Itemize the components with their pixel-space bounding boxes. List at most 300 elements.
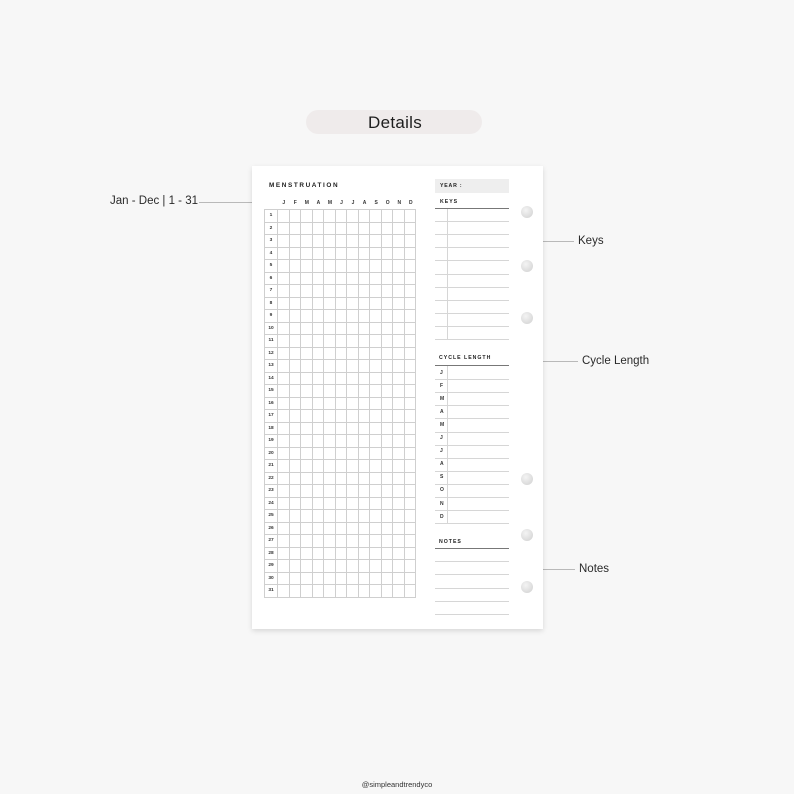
tracker-cell[interactable] xyxy=(324,572,336,585)
tracker-cell[interactable] xyxy=(381,572,393,585)
tracker-cell[interactable] xyxy=(301,360,313,373)
tracker-cell[interactable] xyxy=(312,435,324,448)
tracker-cell[interactable] xyxy=(278,510,290,523)
tracker-cell[interactable] xyxy=(312,260,324,273)
tracker-cell[interactable] xyxy=(324,260,336,273)
tracker-cell[interactable] xyxy=(278,222,290,235)
tracker-cell[interactable] xyxy=(393,360,405,373)
tracker-cell[interactable] xyxy=(301,497,313,510)
tracker-cell[interactable] xyxy=(301,485,313,498)
tracker-cell[interactable] xyxy=(335,222,347,235)
tracker-cell[interactable] xyxy=(404,285,416,298)
tracker-cell[interactable] xyxy=(393,372,405,385)
tracker-cell[interactable] xyxy=(358,285,370,298)
tracker-cell[interactable] xyxy=(381,510,393,523)
tracker-cell[interactable] xyxy=(358,247,370,260)
tracker-cell[interactable] xyxy=(301,585,313,598)
tracker-cell[interactable] xyxy=(370,322,382,335)
tracker-cell[interactable] xyxy=(278,535,290,548)
tracker-cell[interactable] xyxy=(347,410,359,423)
tracker-cell[interactable] xyxy=(289,297,301,310)
tracker-cell[interactable] xyxy=(301,272,313,285)
tracker-cell[interactable] xyxy=(370,497,382,510)
tracker-cell[interactable] xyxy=(312,210,324,223)
tracker-cell[interactable] xyxy=(312,560,324,573)
tracker-cell[interactable] xyxy=(404,235,416,248)
tracker-cell[interactable] xyxy=(335,560,347,573)
tracker-cell[interactable] xyxy=(289,260,301,273)
tracker-cell[interactable] xyxy=(335,547,347,560)
tracker-cell[interactable] xyxy=(381,560,393,573)
tracker-cell[interactable] xyxy=(278,372,290,385)
tracker-cell[interactable] xyxy=(393,285,405,298)
tracker-cell[interactable] xyxy=(381,585,393,598)
tracker-cell[interactable] xyxy=(289,322,301,335)
tracker-cell[interactable] xyxy=(278,260,290,273)
tracker-cell[interactable] xyxy=(381,272,393,285)
tracker-cell[interactable] xyxy=(370,460,382,473)
tracker-cell[interactable] xyxy=(312,410,324,423)
tracker-cell[interactable] xyxy=(335,310,347,323)
tracker-cell[interactable] xyxy=(278,335,290,348)
tracker-cell[interactable] xyxy=(358,335,370,348)
tracker-cell[interactable] xyxy=(312,272,324,285)
tracker-cell[interactable] xyxy=(381,472,393,485)
tracker-cell[interactable] xyxy=(393,385,405,398)
tracker-cell[interactable] xyxy=(301,372,313,385)
tracker-cell[interactable] xyxy=(347,460,359,473)
tracker-cell[interactable] xyxy=(347,347,359,360)
tracker-cell[interactable] xyxy=(324,297,336,310)
tracker-cell[interactable] xyxy=(289,222,301,235)
tracker-cell[interactable] xyxy=(370,210,382,223)
tracker-cell[interactable] xyxy=(370,272,382,285)
tracker-cell[interactable] xyxy=(347,222,359,235)
tracker-cell[interactable] xyxy=(404,397,416,410)
tracker-cell[interactable] xyxy=(324,510,336,523)
tracker-cell[interactable] xyxy=(278,485,290,498)
tracker-cell[interactable] xyxy=(301,572,313,585)
tracker-cell[interactable] xyxy=(404,297,416,310)
tracker-cell[interactable] xyxy=(404,247,416,260)
tracker-cell[interactable] xyxy=(358,485,370,498)
tracker-cell[interactable] xyxy=(324,447,336,460)
tracker-cell[interactable] xyxy=(404,510,416,523)
tracker-cell[interactable] xyxy=(289,510,301,523)
tracker-cell[interactable] xyxy=(393,460,405,473)
tracker-cell[interactable] xyxy=(324,522,336,535)
tracker-cell[interactable] xyxy=(358,410,370,423)
tracker-cell[interactable] xyxy=(324,560,336,573)
tracker-cell[interactable] xyxy=(393,585,405,598)
tracker-cell[interactable] xyxy=(393,560,405,573)
tracker-cell[interactable] xyxy=(324,410,336,423)
tracker-cell[interactable] xyxy=(393,510,405,523)
tracker-cell[interactable] xyxy=(381,210,393,223)
tracker-cell[interactable] xyxy=(289,497,301,510)
tracker-cell[interactable] xyxy=(324,310,336,323)
tracker-cell[interactable] xyxy=(370,222,382,235)
tracker-cell[interactable] xyxy=(370,522,382,535)
tracker-cell[interactable] xyxy=(358,547,370,560)
tracker-cell[interactable] xyxy=(381,372,393,385)
tracker-cell[interactable] xyxy=(335,335,347,348)
tracker-cell[interactable] xyxy=(278,410,290,423)
tracker-cell[interactable] xyxy=(312,572,324,585)
tracker-cell[interactable] xyxy=(347,385,359,398)
tracker-cell[interactable] xyxy=(289,335,301,348)
tracker-cell[interactable] xyxy=(324,272,336,285)
tracker-cell[interactable] xyxy=(335,447,347,460)
tracker-cell[interactable] xyxy=(289,547,301,560)
tracker-cell[interactable] xyxy=(324,485,336,498)
tracker-cell[interactable] xyxy=(278,210,290,223)
tracker-cell[interactable] xyxy=(347,285,359,298)
tracker-cell[interactable] xyxy=(324,235,336,248)
tracker-cell[interactable] xyxy=(312,297,324,310)
tracker-cell[interactable] xyxy=(393,247,405,260)
tracker-cell[interactable] xyxy=(278,347,290,360)
tracker-cell[interactable] xyxy=(301,260,313,273)
tracker-cell[interactable] xyxy=(358,235,370,248)
tracker-cell[interactable] xyxy=(312,322,324,335)
tracker-cell[interactable] xyxy=(404,547,416,560)
tracker-cell[interactable] xyxy=(347,322,359,335)
tracker-cell[interactable] xyxy=(358,522,370,535)
tracker-cell[interactable] xyxy=(370,447,382,460)
tracker-cell[interactable] xyxy=(312,360,324,373)
tracker-cell[interactable] xyxy=(358,460,370,473)
tracker-cell[interactable] xyxy=(312,460,324,473)
tracker-cell[interactable] xyxy=(358,385,370,398)
tracker-cell[interactable] xyxy=(278,497,290,510)
tracker-cell[interactable] xyxy=(278,572,290,585)
tracker-cell[interactable] xyxy=(381,547,393,560)
tracker-cell[interactable] xyxy=(393,522,405,535)
tracker-cell[interactable] xyxy=(335,297,347,310)
tracker-cell[interactable] xyxy=(370,385,382,398)
tracker-cell[interactable] xyxy=(278,585,290,598)
tracker-cell[interactable] xyxy=(358,322,370,335)
tracker-cell[interactable] xyxy=(393,397,405,410)
tracker-cell[interactable] xyxy=(289,435,301,448)
tracker-cell[interactable] xyxy=(370,285,382,298)
tracker-cell[interactable] xyxy=(301,322,313,335)
tracker-cell[interactable] xyxy=(324,472,336,485)
tracker-cell[interactable] xyxy=(301,285,313,298)
tracker-cell[interactable] xyxy=(381,497,393,510)
tracker-cell[interactable] xyxy=(335,535,347,548)
tracker-cell[interactable] xyxy=(312,497,324,510)
tracker-cell[interactable] xyxy=(381,435,393,448)
tracker-cell[interactable] xyxy=(312,247,324,260)
tracker-cell[interactable] xyxy=(347,360,359,373)
tracker-cell[interactable] xyxy=(347,397,359,410)
tracker-cell[interactable] xyxy=(324,360,336,373)
tracker-cell[interactable] xyxy=(370,247,382,260)
tracker-cell[interactable] xyxy=(393,310,405,323)
tracker-cell[interactable] xyxy=(324,247,336,260)
tracker-cell[interactable] xyxy=(301,535,313,548)
tracker-cell[interactable] xyxy=(370,535,382,548)
tracker-cell[interactable] xyxy=(278,297,290,310)
tracker-cell[interactable] xyxy=(312,222,324,235)
tracker-cell[interactable] xyxy=(289,585,301,598)
tracker-cell[interactable] xyxy=(381,410,393,423)
tracker-cell[interactable] xyxy=(289,310,301,323)
tracker-cell[interactable] xyxy=(404,272,416,285)
tracker-cell[interactable] xyxy=(381,322,393,335)
tracker-cell[interactable] xyxy=(301,435,313,448)
tracker-cell[interactable] xyxy=(324,285,336,298)
tracker-cell[interactable] xyxy=(324,347,336,360)
tracker-cell[interactable] xyxy=(381,297,393,310)
tracker-cell[interactable] xyxy=(312,397,324,410)
tracker-cell[interactable] xyxy=(278,285,290,298)
tracker-cell[interactable] xyxy=(358,435,370,448)
tracker-cell[interactable] xyxy=(324,210,336,223)
tracker-cell[interactable] xyxy=(278,385,290,398)
tracker-cell[interactable] xyxy=(393,535,405,548)
tracker-cell[interactable] xyxy=(370,585,382,598)
tracker-cell[interactable] xyxy=(370,260,382,273)
tracker-cell[interactable] xyxy=(404,472,416,485)
tracker-cell[interactable] xyxy=(347,260,359,273)
tracker-cell[interactable] xyxy=(301,210,313,223)
tracker-cell[interactable] xyxy=(358,297,370,310)
tracker-cell[interactable] xyxy=(370,235,382,248)
tracker-cell[interactable] xyxy=(335,272,347,285)
tracker-cell[interactable] xyxy=(278,322,290,335)
tracker-cell[interactable] xyxy=(324,422,336,435)
tracker-cell[interactable] xyxy=(335,247,347,260)
tracker-cell[interactable] xyxy=(393,335,405,348)
tracker-cell[interactable] xyxy=(370,560,382,573)
tracker-cell[interactable] xyxy=(324,385,336,398)
tracker-cell[interactable] xyxy=(358,560,370,573)
tracker-cell[interactable] xyxy=(335,460,347,473)
tracker-cell[interactable] xyxy=(381,360,393,373)
tracker-cell[interactable] xyxy=(312,522,324,535)
tracker-cell[interactable] xyxy=(347,272,359,285)
tracker-cell[interactable] xyxy=(381,535,393,548)
tracker-cell[interactable] xyxy=(301,347,313,360)
tracker-cell[interactable] xyxy=(404,422,416,435)
tracker-cell[interactable] xyxy=(278,460,290,473)
tracker-cell[interactable] xyxy=(381,422,393,435)
tracker-cell[interactable] xyxy=(370,397,382,410)
tracker-cell[interactable] xyxy=(301,310,313,323)
tracker-cell[interactable] xyxy=(301,422,313,435)
tracker-cell[interactable] xyxy=(289,385,301,398)
tracker-cell[interactable] xyxy=(404,222,416,235)
tracker-cell[interactable] xyxy=(301,560,313,573)
tracker-cell[interactable] xyxy=(358,260,370,273)
tracker-cell[interactable] xyxy=(358,572,370,585)
tracker-cell[interactable] xyxy=(358,372,370,385)
tracker-cell[interactable] xyxy=(393,485,405,498)
tracker-cell[interactable] xyxy=(381,347,393,360)
tracker-cell[interactable] xyxy=(289,372,301,385)
tracker-cell[interactable] xyxy=(289,422,301,435)
tracker-cell[interactable] xyxy=(278,422,290,435)
tracker-cell[interactable] xyxy=(289,460,301,473)
tracker-cell[interactable] xyxy=(312,385,324,398)
tracker-cell[interactable] xyxy=(278,272,290,285)
tracker-cell[interactable] xyxy=(335,497,347,510)
tracker-cell[interactable] xyxy=(289,347,301,360)
tracker-cell[interactable] xyxy=(301,247,313,260)
tracker-cell[interactable] xyxy=(358,397,370,410)
tracker-cell[interactable] xyxy=(393,260,405,273)
tracker-cell[interactable] xyxy=(301,460,313,473)
tracker-cell[interactable] xyxy=(358,310,370,323)
tracker-cell[interactable] xyxy=(289,272,301,285)
tracker-cell[interactable] xyxy=(278,547,290,560)
tracker-cell[interactable] xyxy=(347,210,359,223)
tracker-cell[interactable] xyxy=(358,210,370,223)
tracker-cell[interactable] xyxy=(381,397,393,410)
tracker-cell[interactable] xyxy=(404,497,416,510)
tracker-cell[interactable] xyxy=(324,372,336,385)
tracker-cell[interactable] xyxy=(393,472,405,485)
tracker-cell[interactable] xyxy=(404,310,416,323)
tracker-cell[interactable] xyxy=(278,360,290,373)
tracker-cell[interactable] xyxy=(335,372,347,385)
tracker-cell[interactable] xyxy=(370,547,382,560)
tracker-cell[interactable] xyxy=(347,485,359,498)
tracker-cell[interactable] xyxy=(381,485,393,498)
tracker-cell[interactable] xyxy=(404,210,416,223)
tracker-cell[interactable] xyxy=(370,310,382,323)
tracker-cell[interactable] xyxy=(347,535,359,548)
tracker-cell[interactable] xyxy=(393,422,405,435)
tracker-cell[interactable] xyxy=(381,222,393,235)
tracker-cell[interactable] xyxy=(324,335,336,348)
tracker-cell[interactable] xyxy=(324,222,336,235)
tracker-cell[interactable] xyxy=(324,435,336,448)
tracker-cell[interactable] xyxy=(335,572,347,585)
tracker-cell[interactable] xyxy=(324,460,336,473)
tracker-cell[interactable] xyxy=(312,285,324,298)
tracker-cell[interactable] xyxy=(404,360,416,373)
tracker-cell[interactable] xyxy=(324,535,336,548)
tracker-cell[interactable] xyxy=(358,360,370,373)
tracker-cell[interactable] xyxy=(404,460,416,473)
tracker-cell[interactable] xyxy=(312,310,324,323)
tracker-cell[interactable] xyxy=(301,397,313,410)
tracker-cell[interactable] xyxy=(381,310,393,323)
tracker-cell[interactable] xyxy=(301,410,313,423)
tracker-cell[interactable] xyxy=(324,497,336,510)
tracker-cell[interactable] xyxy=(347,510,359,523)
tracker-cell[interactable] xyxy=(312,585,324,598)
tracker-cell[interactable] xyxy=(370,422,382,435)
tracker-cell[interactable] xyxy=(404,535,416,548)
tracker-cell[interactable] xyxy=(301,510,313,523)
tracker-cell[interactable] xyxy=(301,222,313,235)
tracker-cell[interactable] xyxy=(370,572,382,585)
tracker-cell[interactable] xyxy=(335,385,347,398)
tracker-cell[interactable] xyxy=(404,410,416,423)
tracker-cell[interactable] xyxy=(335,260,347,273)
tracker-cell[interactable] xyxy=(324,585,336,598)
tracker-cell[interactable] xyxy=(335,435,347,448)
tracker-cell[interactable] xyxy=(278,522,290,535)
tracker-cell[interactable] xyxy=(312,372,324,385)
tracker-cell[interactable] xyxy=(358,585,370,598)
tracker-cell[interactable] xyxy=(301,297,313,310)
tracker-cell[interactable] xyxy=(335,422,347,435)
tracker-cell[interactable] xyxy=(312,235,324,248)
tracker-cell[interactable] xyxy=(301,235,313,248)
tracker-cell[interactable] xyxy=(289,210,301,223)
tracker-cell[interactable] xyxy=(347,297,359,310)
tracker-cell[interactable] xyxy=(381,447,393,460)
tracker-cell[interactable] xyxy=(335,510,347,523)
tracker-cell[interactable] xyxy=(289,410,301,423)
tracker-cell[interactable] xyxy=(393,272,405,285)
tracker-cell[interactable] xyxy=(404,335,416,348)
tracker-cell[interactable] xyxy=(312,422,324,435)
tracker-cell[interactable] xyxy=(312,535,324,548)
tracker-cell[interactable] xyxy=(347,472,359,485)
tracker-cell[interactable] xyxy=(404,372,416,385)
tracker-cell[interactable] xyxy=(289,572,301,585)
tracker-cell[interactable] xyxy=(301,547,313,560)
tracker-cell[interactable] xyxy=(381,247,393,260)
tracker-cell[interactable] xyxy=(347,547,359,560)
tracker-cell[interactable] xyxy=(347,522,359,535)
tracker-cell[interactable] xyxy=(393,347,405,360)
tracker-cell[interactable] xyxy=(278,560,290,573)
tracker-cell[interactable] xyxy=(347,447,359,460)
tracker-cell[interactable] xyxy=(301,522,313,535)
tracker-cell[interactable] xyxy=(278,247,290,260)
tracker-cell[interactable] xyxy=(404,572,416,585)
tracker-cell[interactable] xyxy=(301,447,313,460)
tracker-cell[interactable] xyxy=(289,360,301,373)
tracker-cell[interactable] xyxy=(404,347,416,360)
tracker-cell[interactable] xyxy=(324,322,336,335)
tracker-cell[interactable] xyxy=(381,460,393,473)
tracker-cell[interactable] xyxy=(289,397,301,410)
tracker-cell[interactable] xyxy=(358,422,370,435)
tracker-cell[interactable] xyxy=(381,522,393,535)
tracker-cell[interactable] xyxy=(347,560,359,573)
tracker-cell[interactable] xyxy=(278,397,290,410)
tracker-cell[interactable] xyxy=(289,560,301,573)
tracker-cell[interactable] xyxy=(289,535,301,548)
tracker-cell[interactable] xyxy=(381,385,393,398)
tracker-cell[interactable] xyxy=(393,297,405,310)
tracker-cell[interactable] xyxy=(289,485,301,498)
tracker-cell[interactable] xyxy=(370,472,382,485)
tracker-cell[interactable] xyxy=(358,447,370,460)
tracker-cell[interactable] xyxy=(358,347,370,360)
tracker-cell[interactable] xyxy=(347,435,359,448)
tracker-cell[interactable] xyxy=(404,522,416,535)
tracker-cell[interactable] xyxy=(324,547,336,560)
tracker-cell[interactable] xyxy=(393,235,405,248)
tracker-cell[interactable] xyxy=(278,310,290,323)
tracker-cell[interactable] xyxy=(347,372,359,385)
tracker-cell[interactable] xyxy=(347,235,359,248)
tracker-cell[interactable] xyxy=(335,397,347,410)
tracker-cell[interactable] xyxy=(358,222,370,235)
tracker-cell[interactable] xyxy=(393,547,405,560)
tracker-cell[interactable] xyxy=(393,210,405,223)
